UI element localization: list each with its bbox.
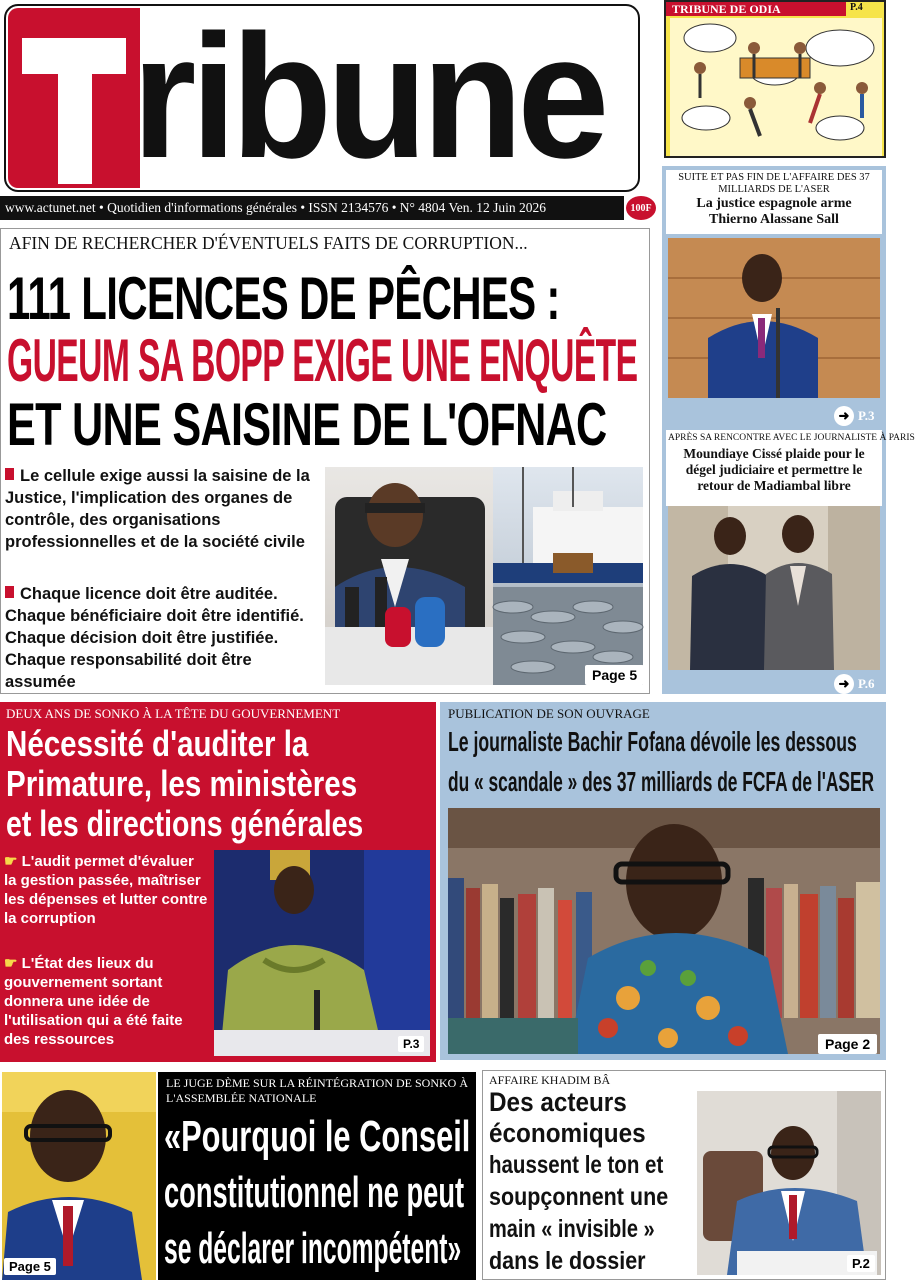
side-1-page-badge bbox=[834, 406, 875, 426]
main-page-badge: Page 5 bbox=[585, 665, 644, 685]
logo-t-stem bbox=[58, 38, 92, 184]
arrow-right-icon: ➜ bbox=[834, 406, 854, 426]
khadim-headline-4: soupçonnent une bbox=[489, 1183, 669, 1211]
sonko-headline-1: Nécessité d'auditer la bbox=[6, 723, 309, 764]
khadim-headline-2: économiques bbox=[489, 1118, 646, 1148]
sonko-bullet-2-text: L'État des lieux du gouvernement sortant donnera une idée de l'utilisation qui a été faite des ressources bbox=[4, 955, 183, 1048]
price-text: 100F bbox=[630, 202, 652, 214]
khadim-story bbox=[482, 1070, 886, 1280]
main-story-kicker: AFIN DE RECHERCHER D'ÉVENTUELS FAITS DE CORRUPTION... bbox=[9, 233, 528, 253]
fishing-illustration bbox=[493, 467, 643, 685]
masthead bbox=[0, 0, 660, 225]
sonko-bullet-1-text: L'audit permet d'évaluer la gestion passée, maîtriser les dépenses et lutter contre la corruption bbox=[4, 853, 208, 927]
side-2-photo bbox=[668, 506, 880, 670]
sonko-page-badge: P.3 bbox=[398, 1036, 424, 1052]
side-2-headline: Moundiaye Cissé plaide pour le dégel judiciaire et permettre le retour de Madiambal libre bbox=[683, 446, 865, 493]
fofana-story bbox=[440, 702, 886, 1060]
cartoon-illustration bbox=[670, 18, 882, 156]
cartoon-panel bbox=[664, 0, 886, 158]
cartoon-title-bar bbox=[666, 2, 846, 16]
khadim-photo bbox=[697, 1091, 881, 1275]
main-story bbox=[0, 228, 650, 694]
juge-headline-1: «Pourquoi le Conseil bbox=[164, 1112, 471, 1161]
sonko-bullet-2 bbox=[4, 954, 208, 1049]
masthead-info: www.actunet.net • Quotidien d'informations générales • ISSN 2134576 • N° 4804 Ven. 12 Juin 2026 bbox=[5, 200, 546, 215]
side-2-page: P.6 bbox=[858, 676, 875, 691]
khadim-headline-1: Des acteurs bbox=[489, 1087, 627, 1117]
side-1-page: P.3 bbox=[858, 408, 875, 423]
khadim-headline-5: main « invisible » bbox=[489, 1215, 655, 1243]
deme-page-badge: Page 5 bbox=[4, 1258, 56, 1275]
fofana-kicker: PUBLICATION DE SON OUVRAGE bbox=[448, 706, 650, 721]
deme-photo bbox=[2, 1072, 156, 1280]
sonko-photo bbox=[214, 850, 430, 1056]
arrow-right-icon: ➜ bbox=[834, 674, 854, 694]
juge-story bbox=[158, 1072, 476, 1280]
deme-illustration bbox=[2, 1072, 156, 1280]
main-headline-3: ET UNE SAISINE DE L'OFNAC bbox=[7, 391, 607, 458]
side-2-kicker: APRÈS SA RENCONTRE AVEC LE JOURNALISTE À PARIS bbox=[668, 433, 915, 443]
cartoon-title: TRIBUNE DE ODIA bbox=[672, 2, 781, 16]
bullet-square-icon bbox=[5, 586, 14, 598]
fofana-illustration bbox=[448, 808, 880, 1054]
side-1-headline: La justice espagnole arme Thierno Alassane Sall bbox=[696, 196, 852, 227]
sonko-headline-2: Primature, les ministères bbox=[6, 763, 358, 804]
speaker-illustration bbox=[325, 467, 493, 685]
sonko-illustration bbox=[214, 850, 430, 1056]
fofana-page-badge: Page 2 bbox=[818, 1034, 877, 1054]
sonko-story bbox=[0, 702, 436, 1062]
main-photo-speaker bbox=[325, 467, 493, 685]
bullet-square-icon bbox=[5, 468, 14, 480]
juge-headline-2: constitutionnel ne peut bbox=[164, 1168, 465, 1217]
cartoon-page: P.4 bbox=[850, 2, 863, 13]
pointing-hand-icon: ☛ bbox=[4, 853, 22, 870]
sonko-bullet-1 bbox=[4, 852, 208, 928]
juge-headline-3: se déclarer incompétent» bbox=[164, 1224, 462, 1273]
main-bullet-2-text: Chaque licence doit être auditée. Chaque bénéficiaire doit être identifié. Chaque décision doit être justifiée. Chaque responsabilité doit être assumée bbox=[5, 585, 304, 691]
side-column bbox=[662, 166, 915, 694]
khadim-headline-6: dans le dossier bbox=[489, 1247, 646, 1275]
side-1-photo bbox=[668, 238, 880, 398]
main-bullet-2 bbox=[5, 583, 317, 693]
fofana-headline-2: du « scandale » des 37 milliards de FCFA de l'ASER bbox=[448, 766, 875, 797]
fofana-photo bbox=[448, 808, 880, 1054]
price-badge bbox=[626, 196, 656, 220]
logo-text: ribune bbox=[132, 0, 604, 195]
juge-kicker: LE JUGE DÈME SUR LA RÉINTÉGRATION DE SONKO À L'ASSEMBLÉE NATIONALE bbox=[166, 1076, 468, 1105]
khadim-page-badge: P.2 bbox=[847, 1255, 875, 1272]
masthead-info-bar bbox=[0, 196, 624, 220]
pointing-hand-icon: ☛ bbox=[4, 955, 22, 972]
cisse-illustration bbox=[668, 506, 880, 670]
fofana-headline-1: Le journaliste Bachir Fofana dévoile les dessous bbox=[448, 726, 857, 757]
sonko-headline-3: et les directions générales bbox=[6, 803, 364, 844]
side-2-page-badge bbox=[834, 674, 875, 694]
main-headline-2: GUEUM SA BOPP EXIGE UNE ENQUÊTE bbox=[7, 327, 638, 394]
main-photo-fishing bbox=[493, 467, 643, 685]
side-1-kicker: SUITE ET PAS FIN DE L'AFFAIRE DES 37 MILLIARDS DE L'ASER bbox=[678, 172, 870, 195]
main-headline-1: 111 LICENCES DE PÊCHES : bbox=[7, 265, 560, 332]
main-bullet-1 bbox=[5, 465, 317, 553]
main-bullet-1-text: Le cellule exige aussi la saisine de la Justice, l'implication des organes de contrôle, des organisations professionnelles et de la société civile bbox=[5, 467, 310, 551]
khadim-kicker: AFFAIRE KHADIM BÂ bbox=[489, 1073, 611, 1087]
khadim-headline-3: haussent le ton et bbox=[489, 1151, 664, 1179]
sall-illustration bbox=[668, 238, 880, 398]
sonko-kicker: DEUX ANS DE SONKO À LA TÊTE DU GOUVERNEMENT bbox=[6, 706, 341, 721]
khadim-illustration bbox=[697, 1091, 881, 1275]
